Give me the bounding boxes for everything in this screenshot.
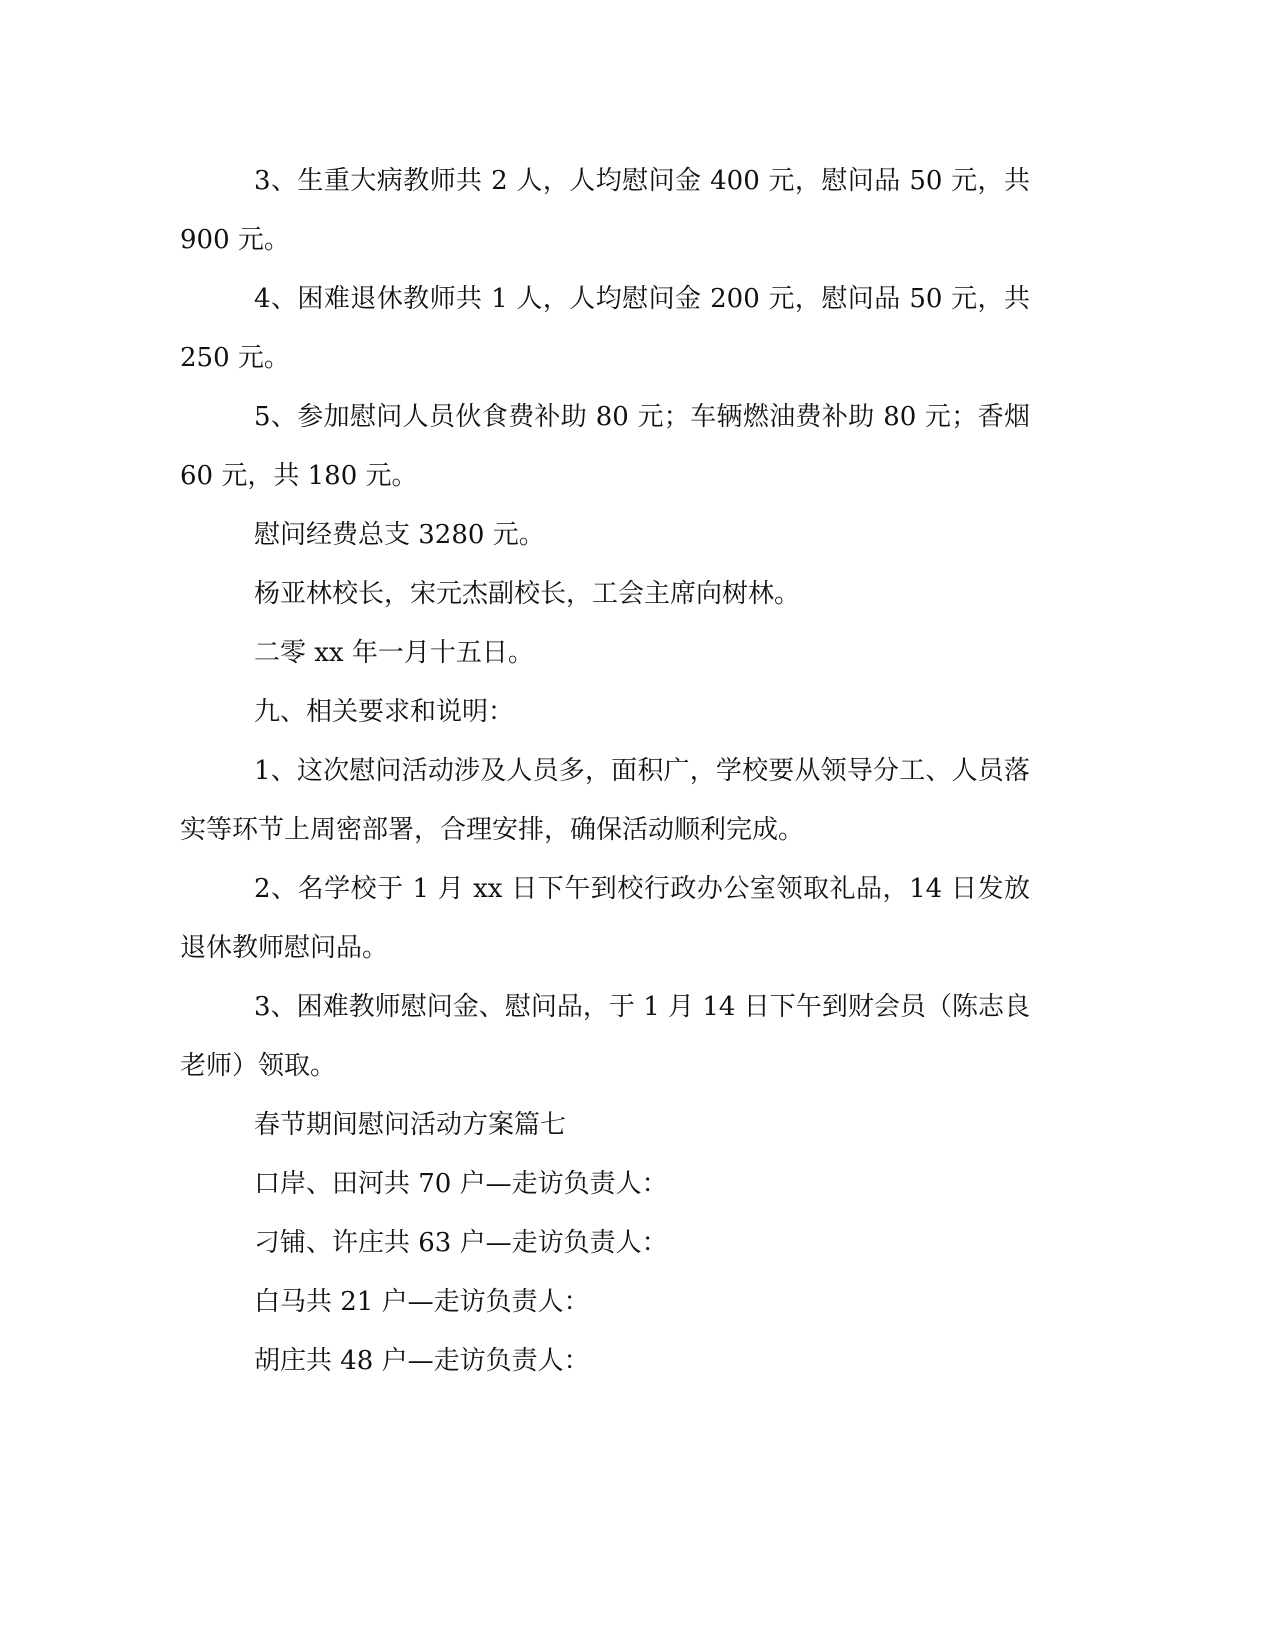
- visit-line-baima: 白马共 21 户—走访负责人：: [254, 1287, 590, 1317]
- paragraph-requirement-3: 3、困难教师慰问金、慰问品，于 1 月 14 日下午到财会员（陈志良老师）领取。: [180, 992, 1030, 1081]
- visit-line-huzhuang: 胡庄共 48 户—走访负责人：: [254, 1346, 590, 1376]
- section-heading-plan-seven: 春节期间慰问活动方案篇七: [254, 1110, 567, 1140]
- paragraph-leaders: 杨亚林校长，宋元杰副校长，工会主席向树林。: [254, 579, 801, 609]
- paragraph-item-5-staff-subsidy: 5、参加慰问人员伙食费补助 80 元；车辆燃油费补助 80 元；香烟 60 元，共 180 元。: [180, 402, 1030, 491]
- paragraph-total-expense: 慰问经费总支 3280 元。: [254, 520, 545, 550]
- section-heading-requirements: 九、相关要求和说明：: [254, 697, 515, 727]
- paragraph-requirement-2: 2、名学校于 1 月 xx 日下午到校行政办公室领取礼品，14 日发放退休教师慰问品。: [180, 874, 1030, 963]
- document-body: [180, 152, 1030, 1391]
- visit-line-diaopu-xuzhuang: 刁铺、许庄共 63 户—走访负责人：: [254, 1228, 668, 1258]
- paragraph-date: 二零 xx 年一月十五日。: [254, 638, 534, 668]
- visit-line-kouan-tianhe: 口岸、田河共 70 户—走访负责人：: [254, 1169, 668, 1199]
- paragraph-requirement-1: 1、这次慰问活动涉及人员多，面积广，学校要从领导分工、人员落实等环节上周密部署，合理安排，确保活动顺利完成。: [180, 756, 1030, 845]
- paragraph-item-4-retired-teachers: 4、困难退休教师共 1 人，人均慰问金 200 元，慰问品 50 元，共 250 元。: [180, 284, 1030, 373]
- paragraph-item-3-serious-illness: 3、生重大病教师共 2 人，人均慰问金 400 元，慰问品 50 元，共 900 元。: [180, 166, 1030, 255]
